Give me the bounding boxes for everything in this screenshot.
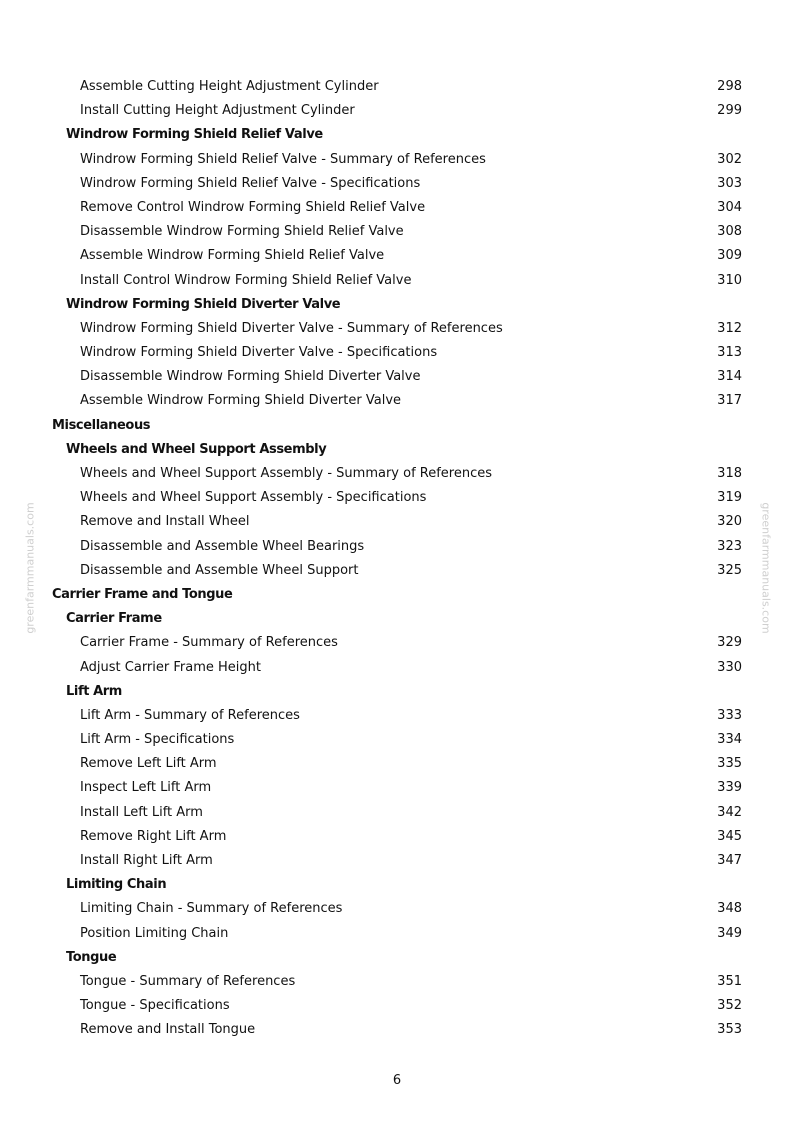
toc-entry-title[interactable]: Assemble Windrow Forming Shield Relief Valve (80, 248, 385, 264)
toc-entry-title[interactable]: Windrow Forming Shield Diverter Valve - Summary of References (80, 320, 503, 336)
toc-page-number[interactable]: 335 (717, 756, 742, 772)
toc-section-title[interactable]: Miscellaneous (52, 417, 151, 433)
toc-subsection[interactable] (0, 680, 794, 704)
toc-page-number[interactable]: 308 (717, 224, 742, 240)
toc-page-number[interactable]: 314 (717, 369, 742, 385)
toc-entry-title[interactable]: Install Left Lift Arm (80, 804, 203, 820)
toc-entry-title[interactable]: Install Control Windrow Forming Shield Relief Valve (80, 272, 412, 288)
toc-entry[interactable] (0, 897, 794, 921)
toc-entry[interactable] (0, 172, 794, 196)
toc-entry[interactable] (0, 776, 794, 800)
toc-page-number[interactable]: 304 (717, 199, 742, 215)
toc-subsection[interactable] (0, 873, 794, 897)
toc-page-number[interactable]: 353 (717, 1022, 742, 1038)
toc-entry-title[interactable]: Disassemble and Assemble Wheel Support (80, 562, 359, 578)
toc-page-number[interactable]: 339 (717, 780, 742, 796)
toc-page-number[interactable]: 318 (717, 466, 742, 481)
toc-page-number[interactable]: 299 (717, 103, 742, 119)
toc-entry[interactable] (0, 341, 794, 365)
toc-page-number[interactable]: 317 (717, 393, 742, 409)
toc-entry[interactable] (0, 317, 794, 341)
toc-entry-title[interactable]: Remove Right Lift Arm (80, 828, 227, 844)
toc-page-number[interactable]: 333 (717, 707, 742, 723)
toc-page-number[interactable]: 342 (717, 804, 742, 820)
toc-entry[interactable] (0, 631, 794, 655)
toc-entry-title[interactable]: Wheels and Wheel Support Assembly - Summary of References (80, 466, 493, 481)
table-of-contents (0, 75, 794, 1043)
toc-entry[interactable] (0, 269, 794, 293)
toc-entry-title[interactable]: Assemble Cutting Height Adjustment Cylinder (80, 79, 379, 94)
toc-page-number[interactable]: 348 (717, 901, 742, 917)
toc-entry[interactable] (0, 970, 794, 994)
toc-section-title[interactable]: Carrier Frame and Tongue (52, 586, 233, 602)
toc-subsection-title[interactable]: Windrow Forming Shield Relief Valve (66, 127, 323, 143)
toc-entry-title[interactable]: Disassemble Windrow Forming Shield Relief Valve (80, 224, 404, 240)
toc-entry[interactable] (0, 148, 794, 172)
toc-page-number[interactable]: 330 (717, 659, 742, 675)
toc-page-number[interactable]: 334 (717, 732, 742, 748)
toc-page-number[interactable]: 345 (717, 828, 742, 844)
toc-entry[interactable] (0, 510, 794, 534)
toc-entry[interactable] (0, 994, 794, 1018)
toc-entry-title[interactable]: Carrier Frame - Summary of References (80, 635, 338, 651)
toc-page-number[interactable]: 325 (717, 562, 742, 578)
toc-entry-title[interactable]: Remove and Install Tongue (80, 1022, 256, 1038)
toc-entry-title[interactable]: Inspect Left Lift Arm (80, 780, 212, 796)
toc-entry-title[interactable]: Windrow Forming Shield Diverter Valve - Specifications (80, 345, 438, 361)
toc-page-number[interactable]: 351 (717, 973, 742, 989)
toc-subsection[interactable] (0, 946, 794, 970)
toc-entry[interactable] (0, 825, 794, 849)
toc-page-number[interactable]: 310 (717, 272, 742, 288)
toc-entry[interactable] (0, 220, 794, 244)
toc-entry[interactable] (0, 728, 794, 752)
toc-entry[interactable] (0, 75, 794, 99)
toc-entry-title[interactable]: Disassemble Windrow Forming Shield Diverter Valve (80, 369, 421, 385)
toc-entry[interactable] (0, 486, 794, 510)
toc-entry-title[interactable]: Windrow Forming Shield Relief Valve - Specifications (80, 175, 421, 191)
toc-page-number[interactable]: 352 (717, 998, 742, 1014)
toc-entry-title[interactable]: Lift Arm - Specifications (80, 732, 235, 748)
watermark-right: greenfarmmanuals.com (759, 502, 773, 634)
toc-subsection-title[interactable]: Limiting Chain (66, 877, 167, 893)
toc-entry[interactable] (0, 849, 794, 873)
toc-entry[interactable] (0, 244, 794, 268)
toc-subsection-title[interactable]: Tongue (66, 949, 117, 965)
toc-page-number[interactable]: 323 (717, 538, 742, 554)
toc-page-number[interactable]: 298 (717, 79, 742, 94)
toc-entry-title[interactable]: Limiting Chain - Summary of References (80, 901, 343, 917)
toc-entry-title[interactable]: Assemble Windrow Forming Shield Diverter Valve (80, 393, 402, 409)
toc-page-number[interactable]: 319 (717, 490, 742, 506)
toc-entry-title[interactable]: Position Limiting Chain (80, 925, 229, 941)
toc-subsection-title[interactable]: Windrow Forming Shield Diverter Valve (66, 296, 341, 312)
toc-subsection[interactable] (0, 607, 794, 631)
toc-page-number[interactable]: 349 (717, 925, 742, 941)
toc-entry-title[interactable]: Remove and Install Wheel (80, 514, 250, 530)
toc-entry-title[interactable]: Disassemble and Assemble Wheel Bearings (80, 538, 365, 554)
toc-page-number[interactable]: 329 (717, 635, 742, 651)
toc-entry-title[interactable]: Remove Left Lift Arm (80, 756, 217, 772)
toc-subsection-title[interactable]: Lift Arm (66, 683, 122, 699)
toc-subsection[interactable] (0, 438, 794, 462)
toc-entry[interactable] (0, 365, 794, 389)
toc-entry[interactable] (0, 801, 794, 825)
toc-entry[interactable] (0, 752, 794, 776)
toc-entry[interactable] (0, 922, 794, 946)
toc-page-number[interactable]: 313 (717, 345, 742, 361)
toc-entry[interactable] (0, 99, 794, 123)
toc-page-number[interactable]: 303 (717, 175, 742, 191)
toc-entry[interactable] (0, 559, 794, 583)
toc-page-number[interactable]: 309 (717, 248, 742, 264)
toc-entry-title[interactable]: Windrow Forming Shield Relief Valve - Summary of References (80, 151, 486, 167)
toc-subsection[interactable] (0, 123, 794, 147)
toc-entry-title[interactable]: Wheels and Wheel Support Assembly - Specifications (80, 490, 427, 506)
toc-entry-title[interactable]: Tongue - Summary of References (80, 973, 296, 989)
toc-subsection[interactable] (0, 293, 794, 317)
toc-entry[interactable] (0, 656, 794, 680)
toc-page-number[interactable]: 302 (717, 151, 742, 167)
toc-subsection-title[interactable]: Wheels and Wheel Support Assembly (66, 441, 327, 457)
toc-entry[interactable] (0, 1018, 794, 1042)
toc-page-number[interactable]: 312 (717, 320, 742, 336)
toc-entry-title[interactable]: Adjust Carrier Frame Height (80, 659, 261, 675)
toc-subsection-title[interactable]: Carrier Frame (66, 611, 162, 627)
toc-entry[interactable] (0, 535, 794, 559)
toc-entry-title[interactable]: Remove Control Windrow Forming Shield Relief Valve (80, 199, 426, 215)
toc-entry[interactable] (0, 462, 794, 486)
watermark-left: greenfarmmanuals.com (23, 502, 37, 634)
toc-entry-title[interactable]: Install Right Lift Arm (80, 853, 213, 868)
toc-entry[interactable] (0, 196, 794, 220)
toc-page-number[interactable]: 320 (717, 514, 742, 530)
toc-section[interactable] (0, 583, 794, 607)
toc-page-number[interactable]: 347 (717, 853, 742, 868)
page-number: 6 (392, 1073, 402, 1088)
toc-entry[interactable] (0, 389, 794, 413)
toc-entry[interactable] (0, 704, 794, 728)
toc-entry-title[interactable]: Install Cutting Height Adjustment Cylinder (80, 103, 355, 119)
toc-entry-title[interactable]: Tongue - Specifications (80, 998, 230, 1014)
toc-section[interactable] (0, 414, 794, 438)
toc-entry-title[interactable]: Lift Arm - Summary of References (80, 707, 300, 723)
